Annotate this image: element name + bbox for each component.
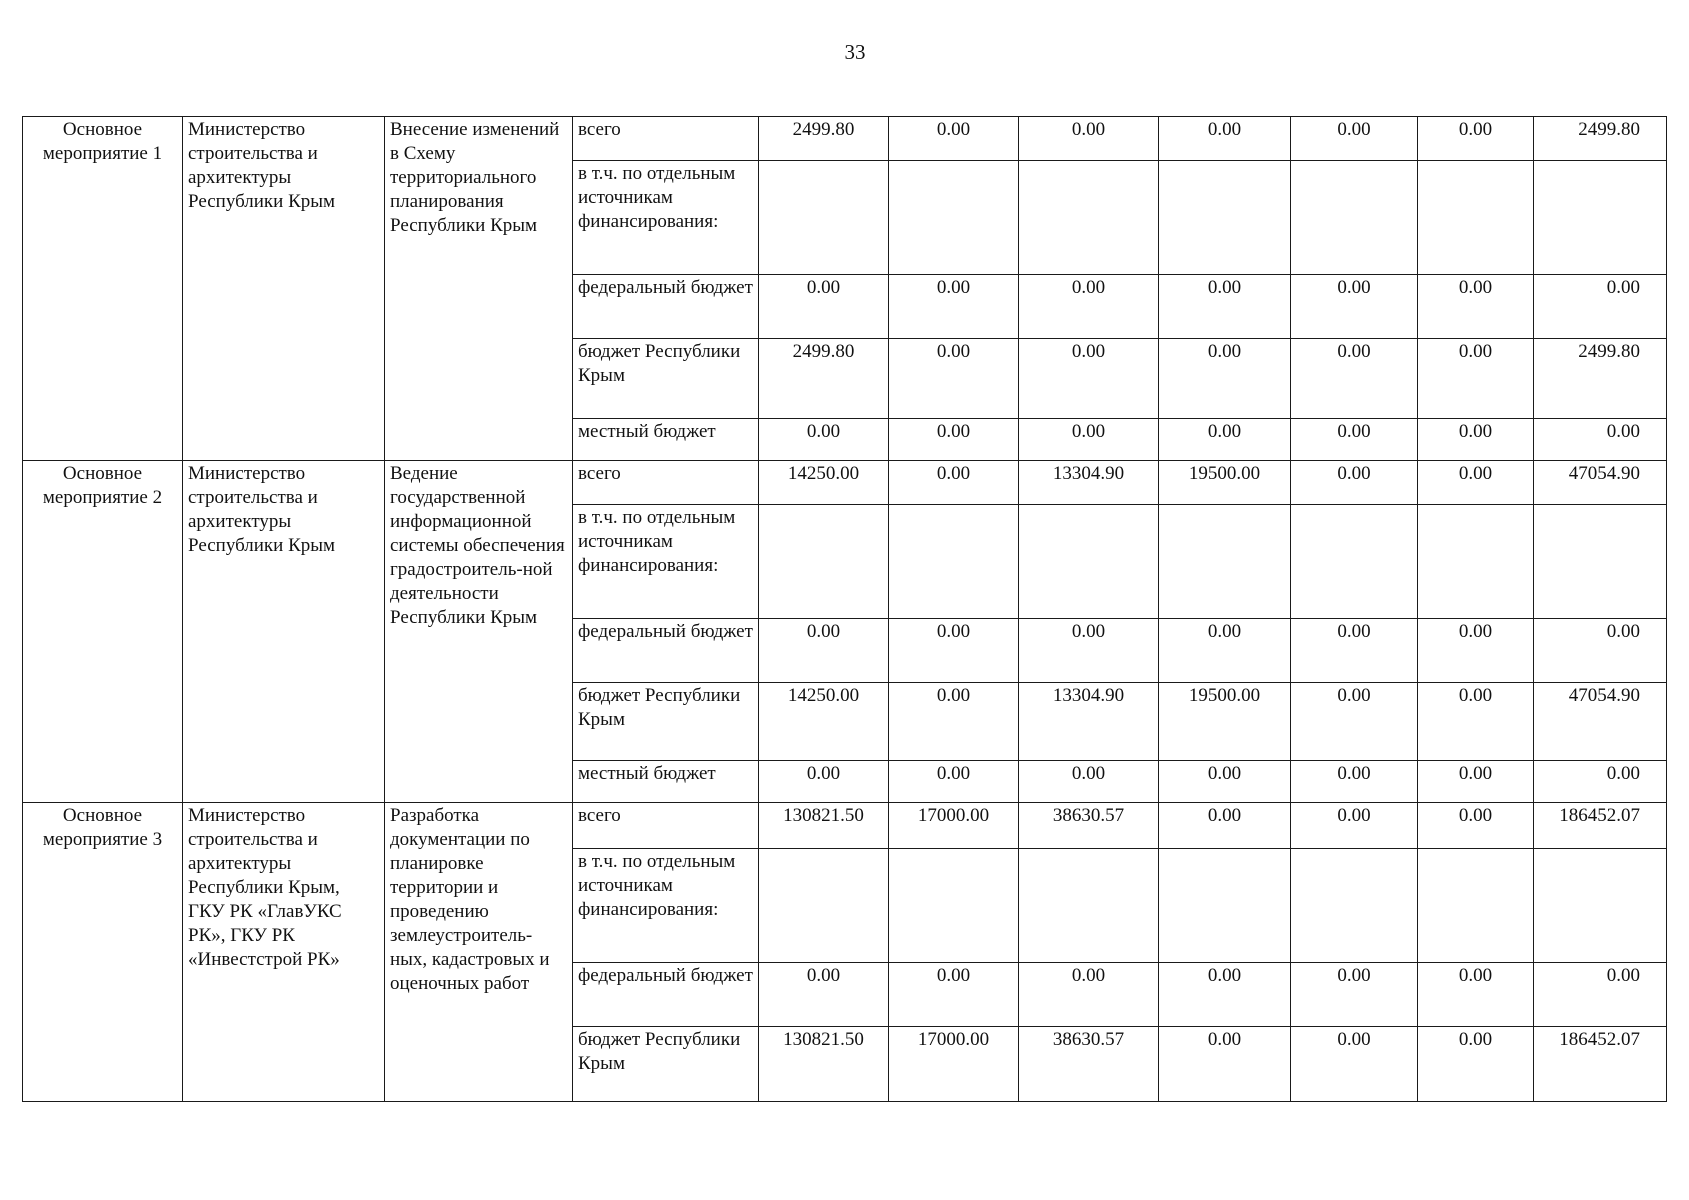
amount-cell: 0.00: [1159, 619, 1291, 683]
amount-cell: 0.00: [1291, 683, 1418, 761]
funding-source-cell: всего: [573, 461, 759, 505]
total-amount-cell: 47054.90: [1534, 683, 1667, 761]
amount-cell: 0.00: [1159, 963, 1291, 1027]
amount-cell: [889, 849, 1019, 963]
amount-cell: 0.00: [1418, 117, 1534, 161]
event-name-cell: Основное мероприятие 1: [23, 117, 183, 461]
amount-cell: 0.00: [759, 619, 889, 683]
amount-cell: 19500.00: [1159, 461, 1291, 505]
amount-cell: 0.00: [889, 963, 1019, 1027]
amount-cell: 0.00: [1418, 803, 1534, 849]
total-amount-cell: 2499.80: [1534, 117, 1667, 161]
amount-cell: 0.00: [1291, 803, 1418, 849]
total-amount-cell: 2499.80: [1534, 339, 1667, 419]
amount-cell: [889, 161, 1019, 275]
amount-cell: [1418, 849, 1534, 963]
total-amount-cell: 186452.07: [1534, 1027, 1667, 1102]
amount-cell: [1418, 505, 1534, 619]
amount-cell: [1159, 849, 1291, 963]
amount-cell: 0.00: [1159, 803, 1291, 849]
amount-cell: 0.00: [759, 275, 889, 339]
amount-cell: [759, 849, 889, 963]
funding-source-cell: всего: [573, 803, 759, 849]
amount-cell: [1291, 505, 1418, 619]
amount-cell: 0.00: [1291, 1027, 1418, 1102]
amount-cell: 0.00: [889, 683, 1019, 761]
amount-cell: 0.00: [1418, 419, 1534, 461]
event-description-cell: Ведение государственной информационной системы обеспечения градостроитель-ной деятельности Республики Крым: [385, 461, 573, 803]
amount-cell: [759, 505, 889, 619]
amount-cell: 0.00: [1291, 339, 1418, 419]
funding-source-cell: местный бюджет: [573, 761, 759, 803]
total-amount-cell: 0.00: [1534, 275, 1667, 339]
amount-cell: 2499.80: [759, 117, 889, 161]
executor-cell: Министерство строительства и архитектуры Республики Крым, ГКУ РК «ГлавУКС РК», ГКУ РК «Инвестстрой РК»: [183, 803, 385, 1102]
total-amount-cell: [1534, 849, 1667, 963]
amount-cell: 0.00: [1418, 461, 1534, 505]
amount-cell: 0.00: [1418, 619, 1534, 683]
funding-source-cell: бюджет Республики Крым: [573, 1027, 759, 1102]
amount-cell: 0.00: [889, 339, 1019, 419]
total-amount-cell: [1534, 505, 1667, 619]
amount-cell: 0.00: [1019, 419, 1159, 461]
amount-cell: [759, 161, 889, 275]
amount-cell: 0.00: [1019, 339, 1159, 419]
total-amount-cell: 0.00: [1534, 619, 1667, 683]
amount-cell: 38630.57: [1019, 1027, 1159, 1102]
amount-cell: 0.00: [1291, 275, 1418, 339]
amount-cell: 0.00: [1418, 1027, 1534, 1102]
amount-cell: 0.00: [889, 275, 1019, 339]
funding-source-cell: федеральный бюджет: [573, 275, 759, 339]
amount-cell: [889, 505, 1019, 619]
amount-cell: 0.00: [889, 461, 1019, 505]
funding-source-cell: федеральный бюджет: [573, 619, 759, 683]
funding-source-cell: местный бюджет: [573, 419, 759, 461]
amount-cell: 38630.57: [1019, 803, 1159, 849]
amount-cell: 19500.00: [1159, 683, 1291, 761]
amount-cell: 0.00: [1159, 275, 1291, 339]
amount-cell: 0.00: [1159, 117, 1291, 161]
event-name-cell: Основное мероприятие 2: [23, 461, 183, 803]
table-row: [23, 117, 1667, 161]
amount-cell: 0.00: [1159, 1027, 1291, 1102]
funding-source-cell: бюджет Республики Крым: [573, 339, 759, 419]
funding-source-cell: всего: [573, 117, 759, 161]
amount-cell: 0.00: [1019, 963, 1159, 1027]
funding-source-cell: федеральный бюджет: [573, 963, 759, 1027]
amount-cell: 0.00: [1291, 761, 1418, 803]
amount-cell: 0.00: [1019, 619, 1159, 683]
amount-cell: 14250.00: [759, 461, 889, 505]
amount-cell: 0.00: [889, 419, 1019, 461]
amount-cell: [1019, 505, 1159, 619]
amount-cell: [1291, 849, 1418, 963]
page-number: 33: [844, 40, 866, 64]
amount-cell: 0.00: [1291, 419, 1418, 461]
amount-cell: 0.00: [889, 117, 1019, 161]
amount-cell: 0.00: [1291, 619, 1418, 683]
amount-cell: 17000.00: [889, 1027, 1019, 1102]
budget-table: [22, 116, 1667, 1102]
amount-cell: 14250.00: [759, 683, 889, 761]
amount-cell: 0.00: [1418, 275, 1534, 339]
amount-cell: 0.00: [1418, 963, 1534, 1027]
amount-cell: [1019, 161, 1159, 275]
event-name-cell: Основное мероприятие 3: [23, 803, 183, 1102]
amount-cell: 0.00: [1418, 761, 1534, 803]
funding-source-cell: бюджет Республики Крым: [573, 683, 759, 761]
amount-cell: 13304.90: [1019, 461, 1159, 505]
amount-cell: 0.00: [1159, 761, 1291, 803]
total-amount-cell: 0.00: [1534, 963, 1667, 1027]
amount-cell: 0.00: [1291, 117, 1418, 161]
amount-cell: 0.00: [889, 761, 1019, 803]
total-amount-cell: 0.00: [1534, 419, 1667, 461]
amount-cell: 0.00: [1291, 461, 1418, 505]
amount-cell: 2499.80: [759, 339, 889, 419]
table-row: [23, 803, 1667, 849]
funding-source-cell: в т.ч. по отдельным источникам финансирования:: [573, 161, 759, 275]
amount-cell: 0.00: [889, 619, 1019, 683]
executor-cell: Министерство строительства и архитектуры Республики Крым: [183, 117, 385, 461]
total-amount-cell: [1534, 161, 1667, 275]
amount-cell: 0.00: [1418, 339, 1534, 419]
total-amount-cell: 186452.07: [1534, 803, 1667, 849]
funding-source-cell: в т.ч. по отдельным источникам финансирования:: [573, 849, 759, 963]
total-amount-cell: 47054.90: [1534, 461, 1667, 505]
amount-cell: 0.00: [759, 761, 889, 803]
funding-source-cell: в т.ч. по отдельным источникам финансирования:: [573, 505, 759, 619]
amount-cell: [1159, 505, 1291, 619]
amount-cell: 0.00: [1418, 683, 1534, 761]
amount-cell: 13304.90: [1019, 683, 1159, 761]
amount-cell: 0.00: [1019, 761, 1159, 803]
amount-cell: [1159, 161, 1291, 275]
amount-cell: 0.00: [1019, 275, 1159, 339]
amount-cell: 0.00: [759, 963, 889, 1027]
amount-cell: [1019, 849, 1159, 963]
event-description-cell: Разработка документации по планировке территории и проведению землеустроитель-ных, кадастровых и оценочных работ: [385, 803, 573, 1102]
amount-cell: [1291, 161, 1418, 275]
amount-cell: 130821.50: [759, 1027, 889, 1102]
amount-cell: 130821.50: [759, 803, 889, 849]
amount-cell: 17000.00: [889, 803, 1019, 849]
event-description-cell: Внесение изменений в Схему территориального планирования Республики Крым: [385, 117, 573, 461]
amount-cell: 0.00: [1019, 117, 1159, 161]
executor-cell: Министерство строительства и архитектуры Республики Крым: [183, 461, 385, 803]
amount-cell: 0.00: [759, 419, 889, 461]
amount-cell: 0.00: [1159, 339, 1291, 419]
amount-cell: 0.00: [1291, 963, 1418, 1027]
amount-cell: 0.00: [1159, 419, 1291, 461]
total-amount-cell: 0.00: [1534, 761, 1667, 803]
amount-cell: [1418, 161, 1534, 275]
table-row: [23, 461, 1667, 505]
